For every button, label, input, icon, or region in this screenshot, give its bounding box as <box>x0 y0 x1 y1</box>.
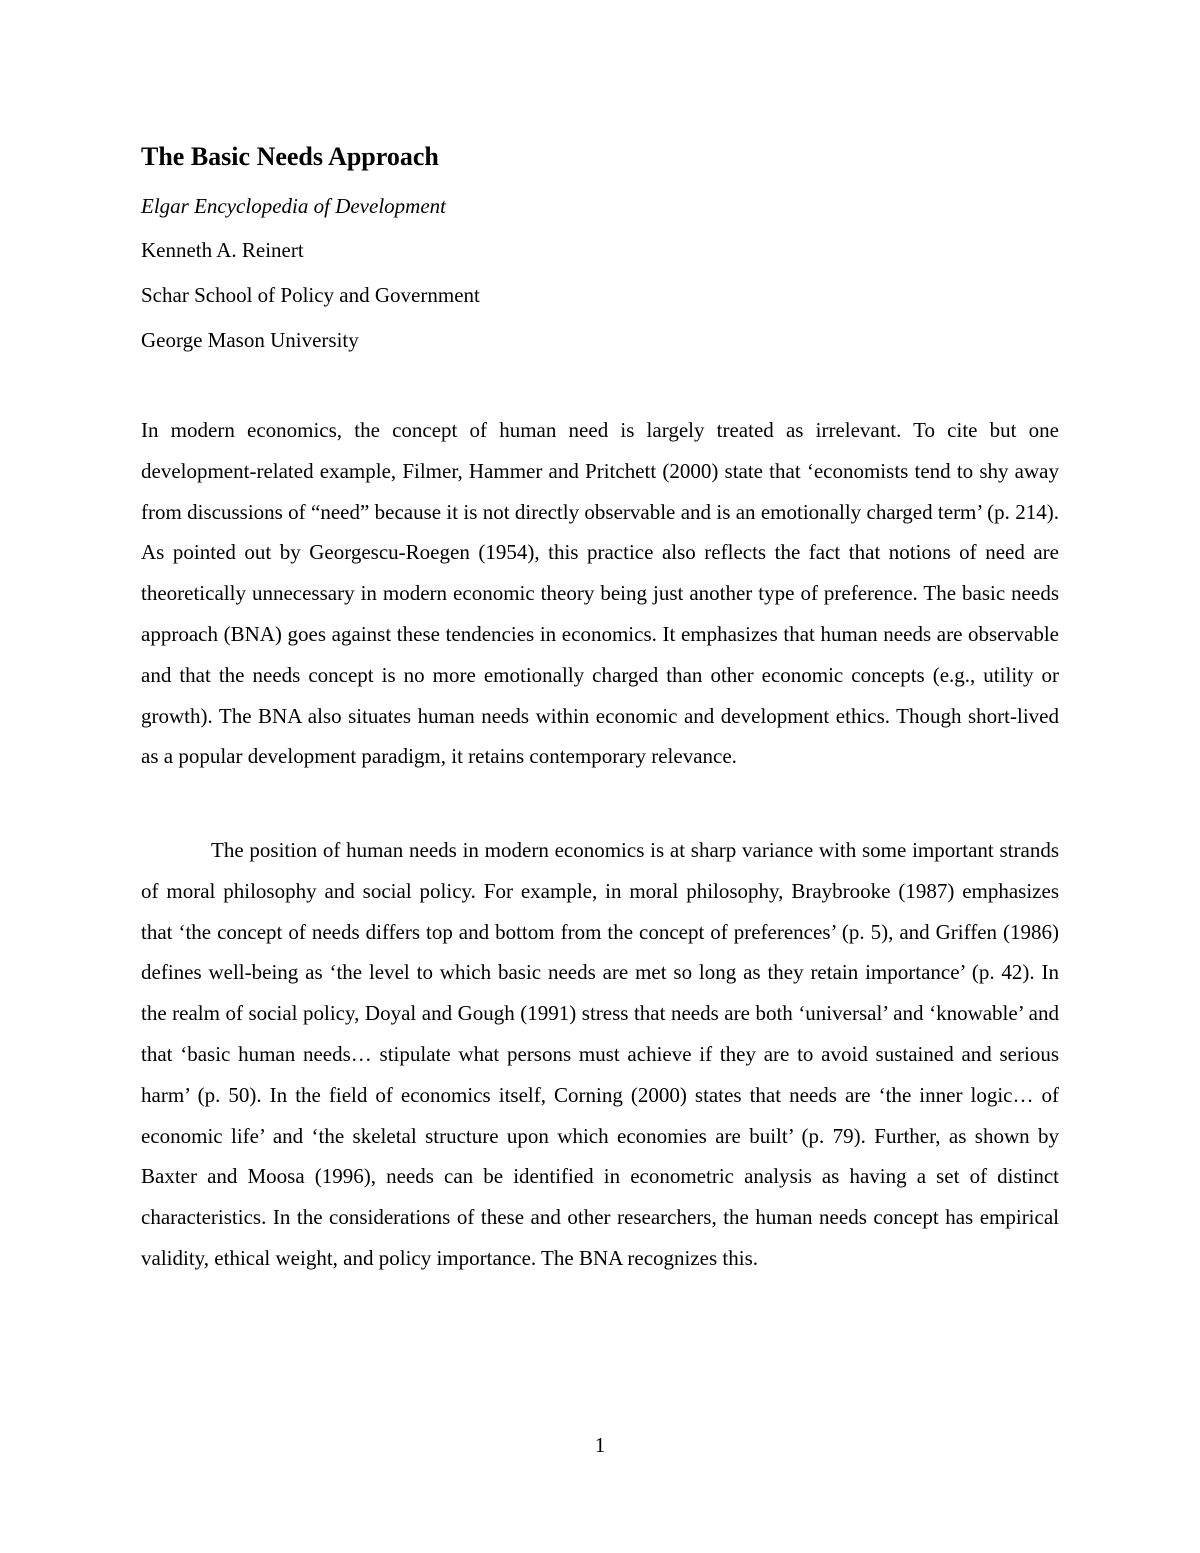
publication-name: Elgar Encyclopedia of Development <box>141 194 446 218</box>
author-affiliation-university: George Mason University <box>141 328 359 352</box>
author-affiliation-school: Schar School of Policy and Government <box>141 283 480 307</box>
author-name: Kenneth A. Reinert <box>141 238 304 262</box>
body-paragraph-1: In modern economics, the concept of human need is largely treated as irrelevant. To cite but one development-related example, Filmer, Hammer and Pritchett (2000) state that ‘economists tend to shy away from discussions of “need” because it is not directly observable and is an emotionally charged term’ (p. 214). As pointed out by Georgescu-Roegen (1954), this practice also reflects the fact that notions of need are theoretically unnecessary in modern economic theory being just another type of preference. The basic needs approach (BNA) goes against these tendencies in economics. It emphasizes that human needs are observable and that the needs concept is no more emotionally charged than other economic concepts (e.g., utility or growth). The BNA also situates human needs within economic and development ethics. Though short-lived as a popular development paradigm, it retains contemporary relevance. <box>141 418 1059 769</box>
page-number: 1 <box>594 1433 606 1457</box>
document-title: The Basic Needs Approach <box>141 142 439 171</box>
body-paragraph-2: The position of human needs in modern economics is at sharp variance with some important strands of moral philosophy and social policy. For example, in moral philosophy, Braybrooke (1987) emphasizes that ‘the concept of needs differs top and bottom from the concept of preferences’ (p. 5), and Griffen (1986) defines well-being as ‘the level to which basic needs are met so long as they retain importance’ (p. 42). In the realm of social policy, Doyal and Gough (1991) stress that needs are both ‘universal’ and ‘knowable’ and that ‘basic human needs… stipulate what persons must achieve if they are to avoid sustained and serious harm’ (p. 50). In the field of economics itself, Corning (2000) states that needs are ‘the inner logic… of economic life’ and ‘the skeletal structure upon which economies are built’ (p. 79). Further, as shown by Baxter and Moosa (1996), needs can be identified in econometric analysis as having a set of distinct characteristics. In the considerations of these and other researchers, the human needs concept has empirical validity, ethical weight, and policy importance. The BNA recognizes this. <box>141 838 1059 1270</box>
